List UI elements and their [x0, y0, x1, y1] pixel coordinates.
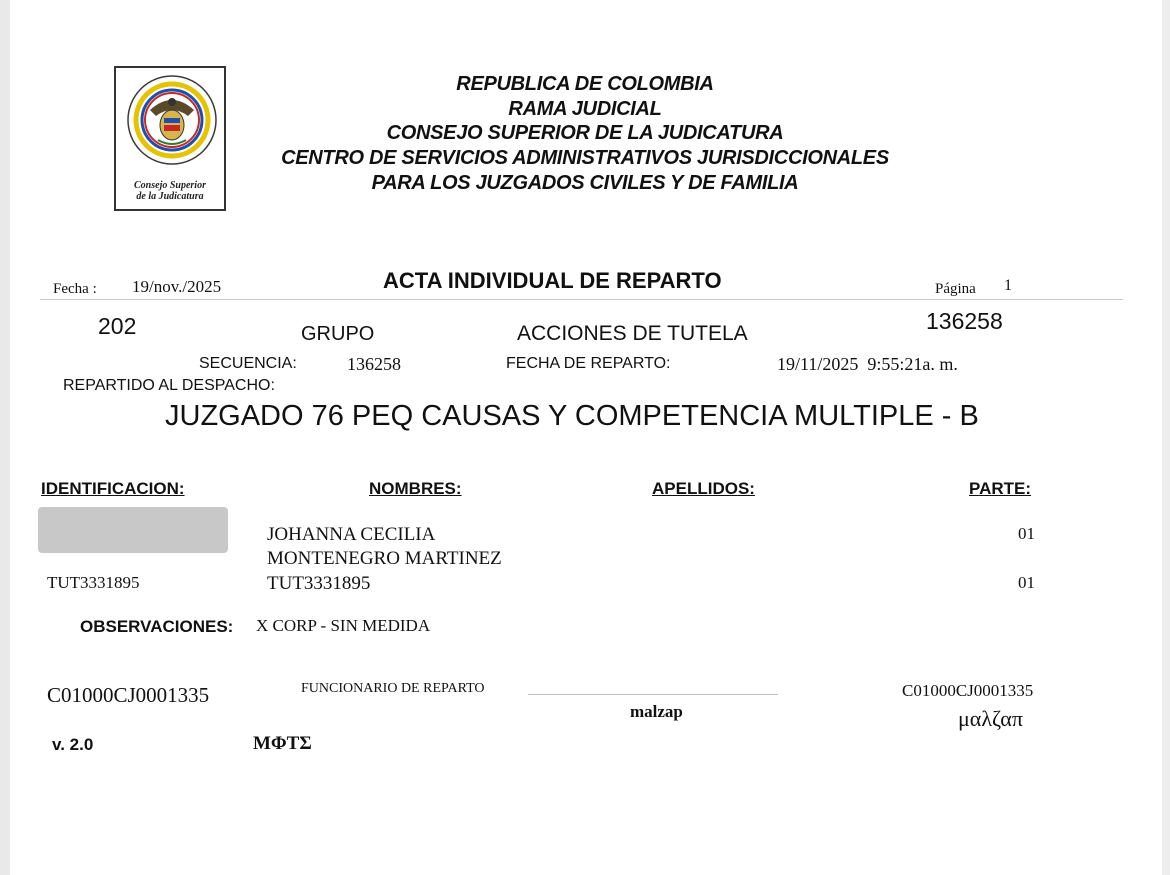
- row1-nombres-line2: MONTENEGRO MARTINEZ: [267, 548, 502, 569]
- funcionario-user: malzap: [630, 702, 683, 721]
- fecha-reparto-label: FECHA DE REPARTO:: [506, 355, 671, 372]
- grupo-value: ACCIONES DE TUTELA: [517, 322, 748, 345]
- footer-code-right: C01000CJ0001335: [902, 681, 1034, 700]
- observaciones-value: X CORP - SIN MEDIDA: [256, 616, 431, 635]
- reparto-code: 202: [98, 313, 137, 339]
- header-line-2: RAMA JUDICIAL: [508, 98, 662, 120]
- version-label: v. 2.0: [52, 735, 94, 754]
- repartido-label: REPARTIDO AL DESPACHO:: [63, 377, 275, 394]
- col-header-parte: PARTE:: [969, 479, 1032, 498]
- col-header-apellidos: APELLIDOS:: [652, 479, 755, 498]
- pagina-label: Página: [935, 281, 976, 297]
- col-header-identificacion: IDENTIFICACION:: [41, 479, 185, 498]
- row2-identificacion: TUT3331895: [47, 573, 140, 592]
- document-title: ACTA INDIVIDUAL DE REPARTO: [383, 268, 722, 293]
- row2-parte: 01: [1018, 573, 1035, 592]
- seal-caption-line2: de la Judicatura: [136, 191, 204, 202]
- header-line-4: CENTRO DE SERVICIOS ADMINISTRATIVOS JURISDICCIONALES: [281, 147, 889, 169]
- despacho-name: JUZGADO 76 PEQ CAUSAS Y COMPETENCIA MULTIPLE - B: [165, 400, 979, 432]
- header-line-1: REPUBLICA DE COLOMBIA: [456, 73, 714, 95]
- signature-line: [528, 694, 778, 695]
- secuencia-value: 136258: [347, 354, 401, 374]
- fecha-label: Fecha :: [53, 281, 97, 297]
- row1-nombres-line1: JOHANNA CECILIA: [267, 524, 436, 545]
- reparto-number: 136258: [926, 308, 1003, 334]
- col-header-nombres: NOMBRES:: [369, 479, 462, 498]
- grupo-label: GRUPO: [301, 323, 375, 345]
- user-greek: μαλζαπ: [958, 706, 1023, 731]
- observaciones-label: OBSERVACIONES:: [80, 617, 234, 636]
- funcionario-label: FUNCIONARIO DE REPARTO: [301, 681, 485, 696]
- greek-mark: ΜΦΤΣ: [253, 733, 312, 754]
- header-line-3: CONSEJO SUPERIOR DE LA JUDICATURA: [386, 122, 784, 144]
- seal-caption-line1: Consejo Superior: [134, 180, 206, 191]
- header-divider: [40, 299, 1123, 300]
- fecha-value: 19/nov./2025: [132, 277, 222, 296]
- row2-nombres: TUT3331895: [267, 573, 371, 594]
- footer-code-left: C01000CJ0001335: [47, 683, 210, 707]
- pagina-value: 1: [1004, 277, 1012, 294]
- row1-parte: 01: [1018, 524, 1035, 543]
- fecha-reparto-value: 19/11/2025 9:55:21a. m.: [777, 354, 958, 374]
- header-line-5: PARA LOS JUZGADOS CIVILES Y DE FAMILIA: [371, 172, 799, 194]
- redacted-identificacion: [38, 507, 228, 553]
- secuencia-label: SECUENCIA:: [199, 355, 297, 372]
